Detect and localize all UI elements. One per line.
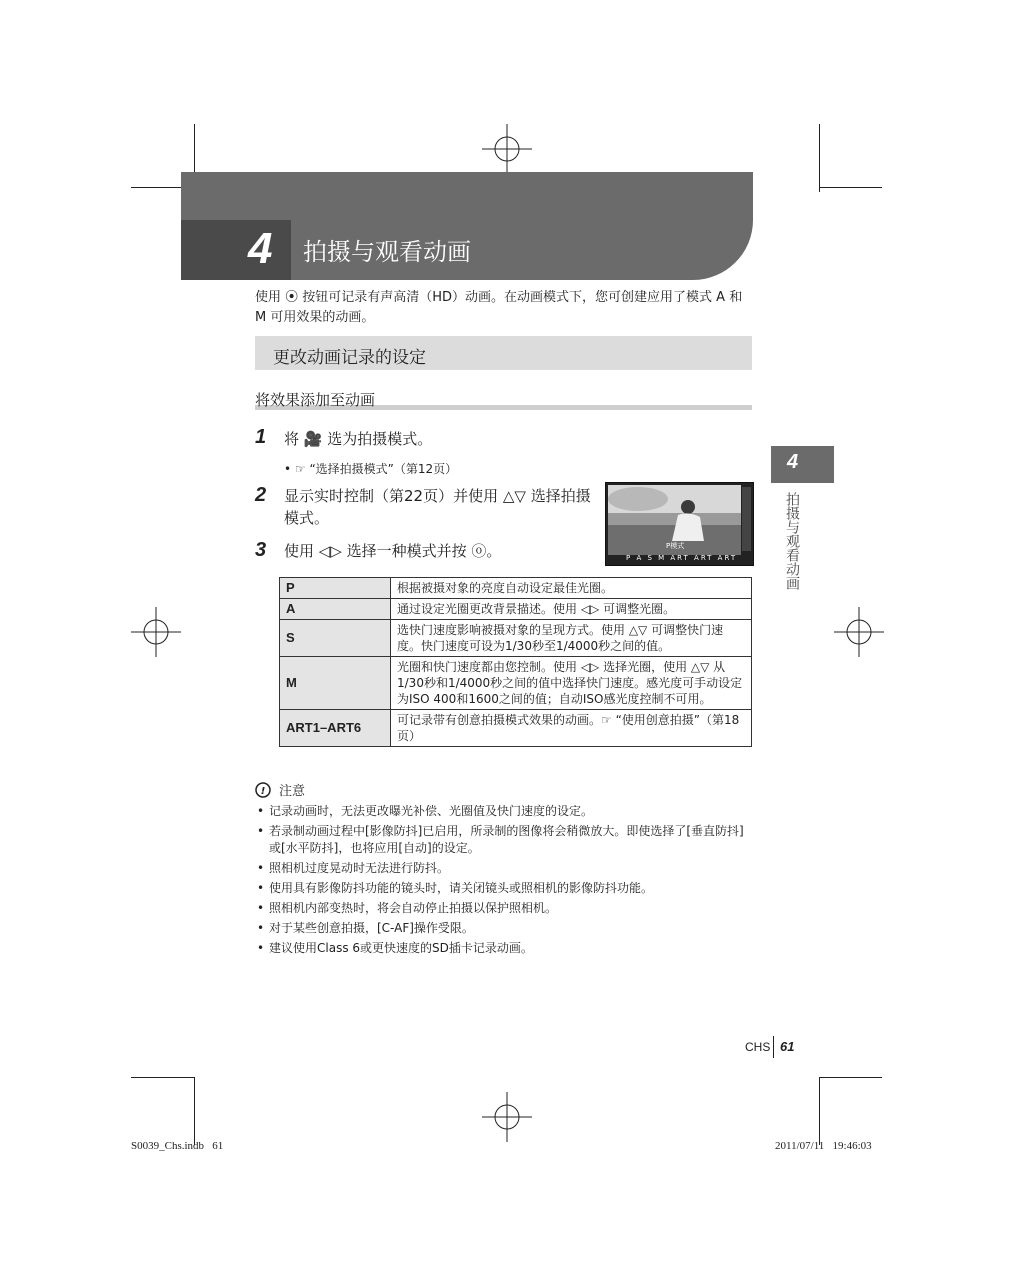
- list-item: • 照相机过度晃动时无法进行防抖。: [255, 860, 755, 877]
- list-item: • 记录动画时，无法更改曝光补偿、光圈值及快门速度的设定。: [255, 803, 755, 820]
- page-lang: CHS: [745, 1040, 771, 1054]
- notes-title: 注意: [279, 784, 306, 799]
- footer-file-info: S0039_Chs.indb 61: [131, 1140, 224, 1152]
- mode-description: 选快门速度影响被摄对象的呈现方式。使用 △▽ 可调整快门速度。快门速度可设为1/30秒至1/4000秒之间的值。: [391, 620, 752, 657]
- page-number: 61: [780, 1039, 795, 1054]
- mode-key: A: [280, 599, 391, 620]
- step-number: 1: [255, 426, 267, 448]
- mode-key: ART1–ART6: [280, 710, 391, 747]
- mode-key: M: [280, 657, 391, 710]
- mode-key: S: [280, 620, 391, 657]
- mode-description: 可记录带有创意拍摄模式效果的动画。☞ “使用创意拍摄”（第18页）: [391, 710, 752, 747]
- subsection-title: 将效果添加至动画: [255, 391, 376, 409]
- mode-description: 根据被摄对象的亮度自动设定最佳光圈。: [391, 578, 752, 599]
- crop-mark: [819, 187, 882, 188]
- step-number: 3: [255, 539, 267, 561]
- svg-text:!: !: [260, 785, 266, 797]
- mode-key: P: [280, 578, 391, 599]
- step-reference: • ☞ “选择拍摄模式”（第12页）: [284, 462, 458, 476]
- list-item: • 建议使用Class 6或更快速度的SD插卡记录动画。: [255, 940, 755, 957]
- step-number: 2: [255, 484, 267, 506]
- mode-description: 光圈和快门速度都由您控制。使用 ◁▷ 选择光圈，使用 △▽ 从1/30秒和1/4000秒之间的值中选择快门速度。感光度可手动设定为ISO 400和1600之间的值；自动ISO感光度控制不可用。: [391, 657, 752, 710]
- table-row: [280, 710, 752, 747]
- table-row: [280, 599, 752, 620]
- caution-icon: [255, 782, 271, 798]
- step-text: 显示实时控制（第22页）并使用 △▽ 选择拍摄模式。: [284, 487, 591, 527]
- step-text: 将 🎥 选为拍摄模式。: [284, 430, 433, 448]
- table-row: [280, 620, 752, 657]
- step-text: 使用 ◁▷ 选择一种模式并按 ⓞ。: [284, 542, 502, 560]
- crop-mark: [819, 1077, 820, 1145]
- registration-mark: [834, 607, 884, 657]
- mode-strip: P A S M ART ART ART: [626, 554, 738, 562]
- list-item: • 对于某些创意拍摄，[C-AF]操作受限。: [255, 920, 755, 937]
- side-chapter-tab: [771, 446, 834, 483]
- mode-description: 通过设定光圈更改背景描述。使用 ◁▷ 可调整光圈。: [391, 599, 752, 620]
- registration-mark: [482, 1092, 532, 1142]
- mode-label: P模式: [666, 542, 685, 550]
- camera-screen-illustration: [605, 482, 754, 566]
- crop-mark: [194, 1077, 195, 1145]
- table-row: [280, 657, 752, 710]
- list-item: • 若录制动画过程中[影像防抖]已启用，所录制的图像将会稍微放大。即使选择了[垂直防抖]或[水平防抖]，也将应用[自动]的设定。: [255, 823, 755, 857]
- chapter-number-block: [181, 220, 291, 280]
- section-title: 更改动画记录的设定: [273, 348, 426, 368]
- modes-table: [279, 577, 752, 747]
- side-chapter-title: 拍摄与观看动画: [784, 492, 800, 590]
- intro-text: 使用 ⦿ 按钮可记录有声高清（HD）动画。在动画模式下，您可创建应用了模式 A 和 M 可用效果的动画。: [255, 290, 743, 325]
- page-divider: [773, 1036, 774, 1058]
- registration-mark: [131, 607, 181, 657]
- footer-timestamp: 2011/07/11 19:46:03: [775, 1140, 872, 1152]
- list-item: • 使用具有影像防抖功能的镜头时，请关闭镜头或照相机的影像防抖功能。: [255, 880, 755, 897]
- chapter-title: 拍摄与观看动画: [303, 238, 471, 266]
- crop-mark: [131, 1077, 194, 1078]
- side-icon-column: [742, 487, 751, 551]
- table-row: [280, 578, 752, 599]
- crop-mark: [819, 1077, 882, 1078]
- crop-mark: [819, 124, 820, 192]
- notes-block: [255, 780, 755, 960]
- chapter-number: 4: [248, 224, 273, 273]
- side-chapter-number: 4: [787, 451, 799, 473]
- registration-mark: [482, 124, 532, 174]
- list-item: • 照相机内部变热时，将会自动停止拍摄以保护照相机。: [255, 900, 755, 917]
